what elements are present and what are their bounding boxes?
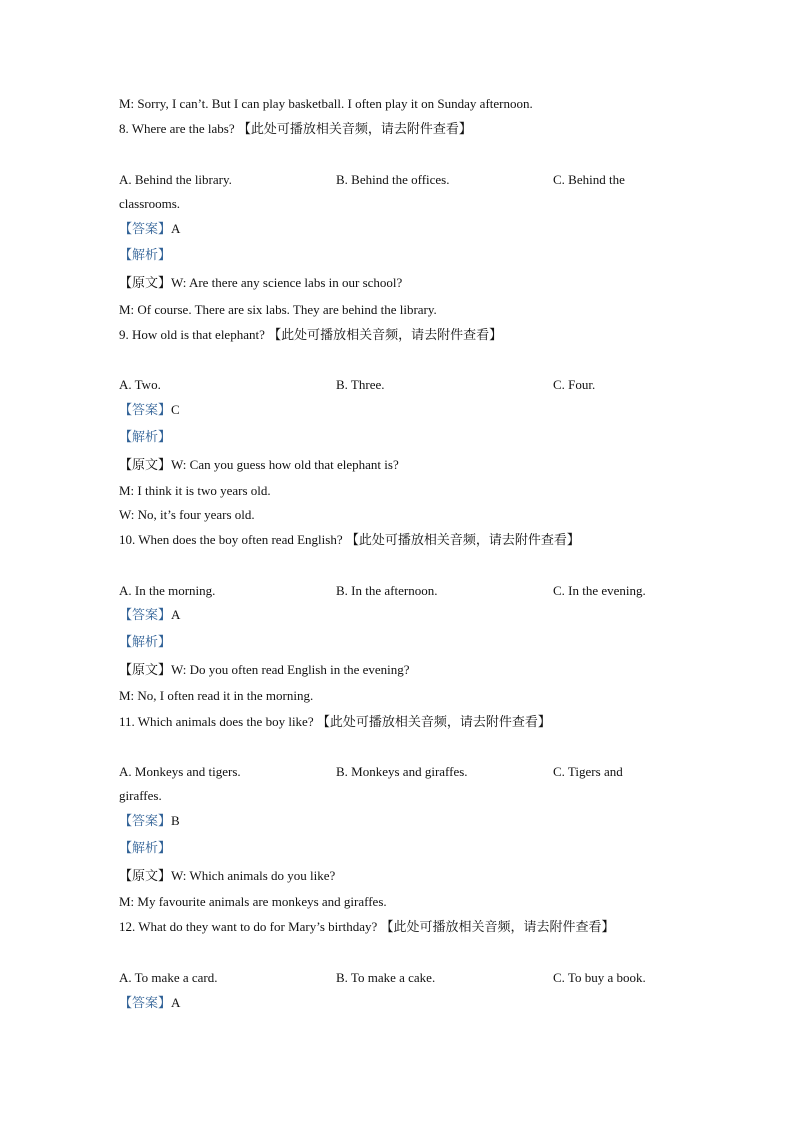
original-text-line (119, 456, 399, 475)
answer-line (119, 220, 180, 239)
dialogue-text: W: Are there any science labs in our school? (171, 275, 403, 290)
answer-value: A (171, 995, 181, 1010)
original-text-line (119, 661, 410, 680)
analysis-tag: 【解析】 (119, 635, 172, 650)
audio-note: 【此处可播放相关音频，请去附件查看】 (380, 920, 615, 935)
answer-tag: 【答案】 (119, 222, 172, 237)
analysis-tag: 【解析】 (119, 841, 172, 856)
dialogue-text: W: Do you often read English in the evening? (171, 662, 410, 677)
analysis-tag: 【解析】 (119, 430, 172, 445)
answer-value: A (171, 607, 181, 622)
question-9 (119, 326, 502, 345)
question-text: 9. How old is that elephant? (119, 327, 265, 342)
dialogue-line: M: Sorry, I can’t. But I can play basketball. I often play it on Sunday afternoon. (119, 96, 533, 111)
option-a: A. Two. (119, 377, 161, 392)
question-12 (119, 918, 615, 937)
option-b: B. To make a cake. (336, 970, 436, 985)
question-text: 10. When does the boy often read English? (119, 532, 343, 547)
option-a: A. In the morning. (119, 583, 216, 598)
dialogue-line: W: No, it’s four years old. (119, 507, 255, 522)
question-text: 12. What do they want to do for Mary’s birthday? (119, 919, 378, 934)
option-c: C. In the evening. (553, 583, 646, 598)
original-tag: 【原文】 (119, 663, 172, 678)
answer-tag: 【答案】 (119, 608, 172, 623)
answer-line (119, 401, 180, 420)
answer-tag: 【答案】 (119, 403, 172, 418)
answer-value: A (171, 221, 181, 236)
question-11 (119, 713, 551, 732)
dialogue-line: M: My favourite animals are monkeys and giraffes. (119, 894, 387, 909)
answer-line (119, 812, 180, 831)
original-text-line (119, 274, 402, 293)
dialogue-line: M: I think it is two years old. (119, 483, 271, 498)
answer-tag: 【答案】 (119, 814, 172, 829)
option-b: B. Three. (336, 377, 385, 392)
question-text: 11. Which animals does the boy like? (119, 714, 314, 729)
original-tag: 【原文】 (119, 869, 172, 884)
analysis-tag: 【解析】 (119, 248, 172, 263)
option-c: C. Behind the (553, 172, 625, 187)
answer-line (119, 606, 180, 625)
option-b: B. Behind the offices. (336, 172, 450, 187)
option-c-continued: giraffes. (119, 788, 162, 803)
answer-line (119, 994, 180, 1013)
question-text: 8. Where are the labs? (119, 121, 235, 136)
original-text-line (119, 867, 335, 886)
option-b: B. In the afternoon. (336, 583, 438, 598)
option-c: C. Four. (553, 377, 596, 392)
option-c-continued: classrooms. (119, 196, 181, 211)
audio-note: 【此处可播放相关音频，请去附件查看】 (237, 122, 472, 137)
dialogue-line: M: No, I often read it in the morning. (119, 688, 314, 703)
dialogue-text: W: Which animals do you like? (171, 868, 336, 883)
dialogue-line: M: Of course. There are six labs. They are behind the library. (119, 302, 437, 317)
audio-note: 【此处可播放相关音频，请去附件查看】 (316, 715, 551, 730)
option-c: C. Tigers and (553, 764, 623, 779)
audio-note: 【此处可播放相关音频，请去附件查看】 (268, 328, 503, 343)
question-8 (119, 120, 472, 139)
answer-tag: 【答案】 (119, 996, 172, 1011)
option-c: C. To buy a book. (553, 970, 646, 985)
question-10 (119, 531, 580, 550)
option-a: A. To make a card. (119, 970, 218, 985)
original-tag: 【原文】 (119, 276, 172, 291)
answer-value: B (171, 813, 180, 828)
option-a: A. Behind the library. (119, 172, 232, 187)
option-b: B. Monkeys and giraffes. (336, 764, 468, 779)
dialogue-text: W: Can you guess how old that elephant is? (171, 457, 399, 472)
option-a: A. Monkeys and tigers. (119, 764, 241, 779)
original-tag: 【原文】 (119, 458, 172, 473)
answer-value: C (171, 402, 180, 417)
audio-note: 【此处可播放相关音频，请去附件查看】 (345, 533, 580, 548)
